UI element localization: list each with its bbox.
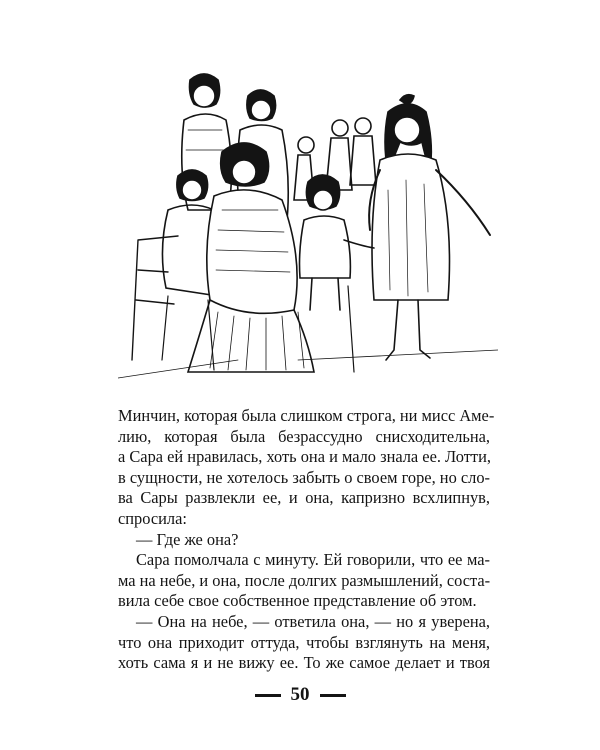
text-line-11: — Она на небе, — ответила она, — но я уверена, [136,611,490,631]
text-line-3: а Сара ей нравилась, хоть она и мало знала ее. Лотти, [118,447,491,467]
text-line-5: ва Сары развлекли ее, и она, капризно всхлипнув, [118,488,490,508]
left-dash-ornament [255,694,281,697]
book-illustration [118,60,498,390]
text-line-13: хоть сама я и не вижу ее. То же самое делает и твоя [118,653,490,673]
page-number: 50 [290,684,310,705]
text-line-1: Минчин, которая была слишком строга, ни мисс Аме- [118,406,495,425]
paragraph-text [118,406,495,674]
text-line-9: ма на небе, и она, после долгих размышлений, соста- [118,570,491,590]
text-line-8: Сара помолчала с минуту. Ей говорили, что ее ма- [136,550,490,570]
text-line-12: что она приходит оттуда, чтобы взглянуть на меня, [118,632,490,652]
text-line-7: — Где же она? [136,529,239,549]
right-dash-ornament [320,694,346,697]
text-line-10: вила себе свое собственное представление об этом. [118,591,477,611]
text-line-2: лию, которая была безрассудно снисходительна, [118,426,490,446]
text-line-6: спросила: [118,508,187,528]
page-number-footer [0,684,600,706]
girls-in-room-engraving-icon [118,60,498,390]
text-line-4: в сущности, не хотелось забыть о своем горе, но сло- [118,467,490,487]
